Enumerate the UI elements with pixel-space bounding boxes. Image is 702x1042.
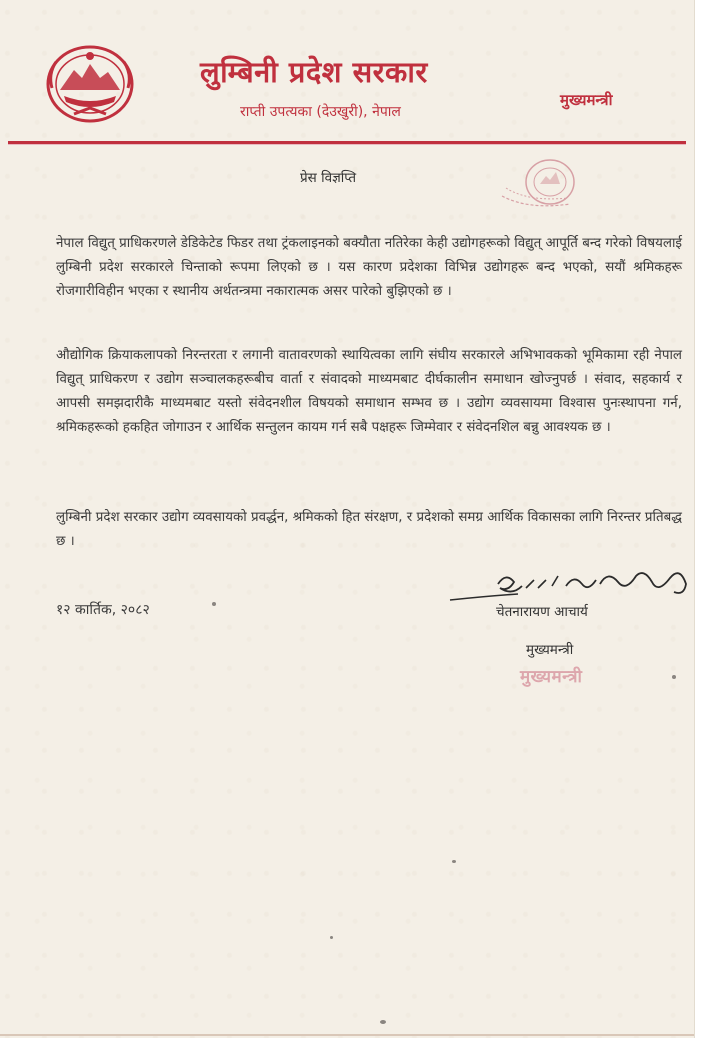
letterhead-office: मुख्यमन्त्री — [560, 91, 613, 109]
signatory-title: मुख्यमन्त्री — [526, 642, 574, 658]
paper-speck — [452, 860, 456, 863]
body-paragraph-2: औद्योगिक क्रियाकलापको निरन्तरता र लगानी वातावरणको स्थायित्वका लागि संघीय सरकारले अभिभावकको भूमिकामा रही नेपाल विद्युत् प्राधिकरण र उद्योग सञ्चालकहरूबीच वार्ता र संवादको माध्यमबाट दीर्घकालीन समाधान खोज्नुपर्छ । संवाद, सहकार्य र आपसी समझदारीकै माध्यमबाट यस्तो संवेदनशील विषयको समाधान सम्भव छ । उद्योग व्यवसायमा विश्वास पुनःस्थापना गर्न, श्रमिकहरूको हकहित जोगाउन र आर्थिक सन्तुलन कायम गर्न सबै पक्षहरू जिम्मेवार र संवेदनशिल बन्नु आवश्यक छ । — [56, 348, 682, 435]
header-divider — [8, 141, 686, 145]
signatory-name: चेतनारायण आचार्य — [496, 604, 588, 620]
paper-speck — [212, 602, 216, 606]
document-heading: प्रेस विज्ञप्ति — [300, 170, 357, 186]
issue-date: १२ कार्तिक, २०८२ — [56, 602, 150, 618]
office-seal-icon — [498, 152, 588, 218]
paper-speck — [672, 675, 676, 679]
office-stamp-text: मुख्यमन्त्री — [520, 667, 583, 687]
paper-speck — [380, 1020, 386, 1024]
nepal-emblem-icon — [44, 44, 136, 124]
body-paragraph-1: नेपाल विद्युत् प्राधिकरणले डेडिकेटेड फिडर तथा ट्रंकलाइनको बक्यौता नतिरेका केही उद्योगहरूको विद्युत् आपूर्ति बन्द गरेको विषयलाई लुम्बिनी प्रदेश सरकारले चिन्ताको रूपमा लिएको छ । यस कारण प्रदेशका विभिन्न उद्योगहरू बन्द भएको, सयौं श्रमिकहरू रोजगारीविहीन भएका र स्थानीय अर्थतन्त्रमा नकारात्मक असर पारेको बुझिएको छ । — [56, 236, 682, 299]
paper-speck — [330, 936, 333, 939]
letterhead-title: लुम्बिनी प्रदेश सरकार — [200, 55, 428, 89]
page-bottom-edge — [0, 1034, 694, 1036]
letterhead-subtitle: राप्ती उपत्यका (देउखुरी), नेपाल — [240, 104, 401, 120]
body-paragraph-3: लुम्बिनी प्रदेश सरकार उद्योग व्यवसायको प्रवर्द्धन, श्रमिकको हित संरक्षण, र प्रदेशको समग्र आर्थिक विकासका लागि निरन्तर प्रतिबद्ध छ । — [56, 510, 682, 549]
